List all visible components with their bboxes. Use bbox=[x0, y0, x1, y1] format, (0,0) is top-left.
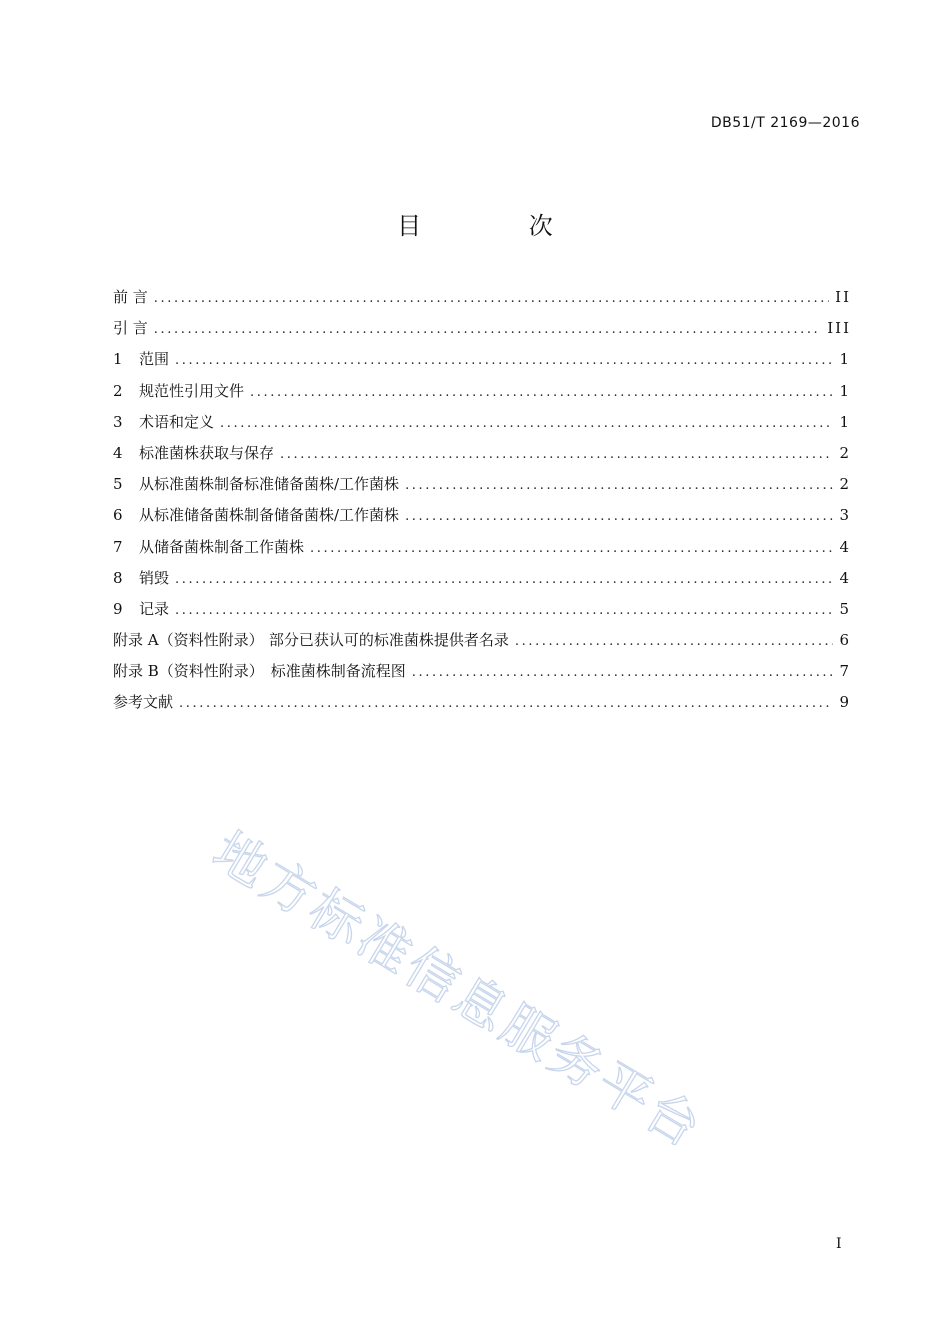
toc-section-number: 3 bbox=[113, 412, 123, 431]
toc-entry-label: 参考文献 bbox=[113, 693, 174, 712]
watermark: 地方标准信息服务平台 bbox=[202, 821, 714, 1162]
toc-section-number: 5 bbox=[113, 475, 123, 494]
toc-entry-destruction[interactable] bbox=[113, 563, 851, 594]
toc-section-number: 1 bbox=[113, 350, 123, 369]
toc-page-number: 9 bbox=[839, 693, 851, 712]
toc-entry-label: 附录 B（资料性附录） bbox=[113, 662, 264, 681]
toc-entry-introduction[interactable] bbox=[113, 313, 851, 344]
toc-section-number: 2 bbox=[113, 381, 123, 400]
toc-entry-label: 规范性引用文件 bbox=[139, 381, 245, 400]
toc-leader-dots bbox=[175, 345, 833, 376]
toc-leader-dots bbox=[405, 501, 833, 532]
toc-entry-bibliography[interactable] bbox=[113, 687, 851, 718]
toc-entry-section-6[interactable] bbox=[113, 500, 851, 531]
toc-entry-foreword[interactable] bbox=[113, 282, 851, 313]
toc-section-number: 7 bbox=[113, 537, 123, 556]
toc-entry-scope[interactable] bbox=[113, 344, 851, 375]
page-title: 目 次 bbox=[397, 212, 603, 240]
toc-leader-dots bbox=[280, 439, 833, 470]
toc-entry-annex-b[interactable] bbox=[113, 656, 851, 687]
toc-section-number: 6 bbox=[113, 506, 123, 525]
footer-page-number: I bbox=[836, 1236, 842, 1252]
toc-section-number: 4 bbox=[113, 443, 123, 462]
toc-entry-label: 记录 bbox=[139, 599, 170, 618]
toc-leader-dots bbox=[175, 595, 833, 626]
toc-entry-label: 引 言 bbox=[113, 319, 148, 338]
toc-leader-dots bbox=[154, 314, 821, 345]
toc-page-number: 3 bbox=[839, 506, 851, 525]
toc-leader-dots bbox=[310, 533, 833, 564]
toc-entry-annex-a[interactable] bbox=[113, 625, 851, 656]
table-of-contents bbox=[113, 282, 851, 719]
toc-entry-normative-references[interactable] bbox=[113, 376, 851, 407]
toc-leader-dots bbox=[412, 657, 833, 688]
toc-entry-terms-definitions[interactable] bbox=[113, 407, 851, 438]
toc-page-number: 6 bbox=[839, 631, 851, 650]
toc-page-number: III bbox=[827, 319, 851, 338]
toc-entry-sublabel: 部分已获认可的标准菌株提供者名录 bbox=[268, 631, 509, 650]
toc-leader-dots bbox=[405, 470, 833, 501]
standard-code: DB51/T 2169—2016 bbox=[710, 115, 860, 131]
toc-entry-records[interactable] bbox=[113, 594, 851, 625]
toc-entry-label: 从储备菌株制备工作菌株 bbox=[139, 537, 305, 556]
toc-page-number: 5 bbox=[839, 599, 851, 618]
toc-leader-dots bbox=[154, 283, 829, 314]
toc-leader-dots bbox=[515, 626, 833, 657]
toc-page-number: 2 bbox=[839, 443, 851, 462]
toc-entry-label: 从标准储备菌株制备储备菌株/工作菌株 bbox=[139, 506, 400, 525]
toc-entry-label: 销毁 bbox=[139, 568, 170, 587]
toc-page-number: 2 bbox=[839, 475, 851, 494]
toc-page-number: 4 bbox=[839, 568, 851, 587]
toc-entry-label: 从标准菌株制备标准储备菌株/工作菌株 bbox=[139, 475, 400, 494]
toc-page-number: 1 bbox=[839, 381, 851, 400]
toc-leader-dots bbox=[250, 377, 833, 408]
toc-entry-section-7[interactable] bbox=[113, 532, 851, 563]
toc-entry-strain-acquisition[interactable] bbox=[113, 438, 851, 469]
toc-entry-label: 范围 bbox=[139, 350, 170, 369]
toc-page-number: 4 bbox=[839, 537, 851, 556]
toc-entry-label: 前 言 bbox=[113, 288, 148, 306]
toc-leader-dots bbox=[179, 688, 833, 719]
toc-leader-dots bbox=[175, 564, 833, 595]
toc-entry-sublabel: 标准菌株制备流程图 bbox=[270, 662, 406, 681]
toc-page-number: 1 bbox=[839, 412, 851, 431]
toc-entry-label: 术语和定义 bbox=[139, 412, 215, 431]
toc-entry-section-5[interactable] bbox=[113, 469, 851, 500]
toc-page-number: II bbox=[835, 288, 851, 306]
toc-entry-label: 附录 A（资料性附录） bbox=[113, 631, 264, 650]
toc-entry-label: 标准菌株获取与保存 bbox=[139, 443, 275, 462]
toc-page-number: 1 bbox=[839, 350, 851, 369]
toc-leader-dots bbox=[220, 408, 833, 439]
toc-section-number: 8 bbox=[113, 568, 123, 587]
toc-section-number: 9 bbox=[113, 599, 123, 618]
toc-page-number: 7 bbox=[839, 662, 851, 681]
